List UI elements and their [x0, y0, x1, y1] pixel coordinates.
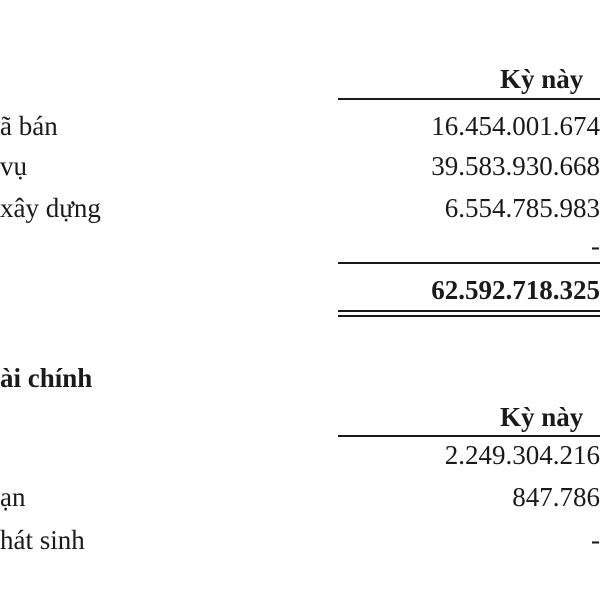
column-header-current-period: Kỳ này	[500, 64, 584, 94]
column-header-current-period-2: Kỳ này	[500, 402, 584, 432]
row-value-term: 847.786	[512, 482, 600, 512]
row-label-construction: xây dựng	[0, 193, 101, 223]
row-value-services: 39.583.930.668	[431, 151, 600, 181]
subtotal-rule	[338, 262, 600, 264]
row-value-sales: 16.454.001.674	[431, 111, 600, 141]
row-value-construction: 6.554.785.983	[444, 193, 600, 223]
row-value-arising: -	[591, 525, 600, 555]
section-title-financial: ài chính	[0, 363, 93, 393]
row-value-interest: 2.249.304.216	[444, 440, 600, 470]
row-label-sales: ã bán	[0, 111, 58, 141]
row-value-other: -	[591, 231, 600, 261]
total-double-rule-top	[338, 310, 600, 312]
row-label-term: ạn	[0, 482, 26, 512]
total-double-rule-bottom	[338, 315, 600, 317]
row-label-services: vụ	[0, 151, 27, 181]
header-underline-2	[338, 435, 600, 437]
header-underline	[338, 98, 600, 100]
row-label-arising: hát sinh	[0, 525, 85, 555]
total-value: 62.592.718.325	[431, 275, 600, 305]
